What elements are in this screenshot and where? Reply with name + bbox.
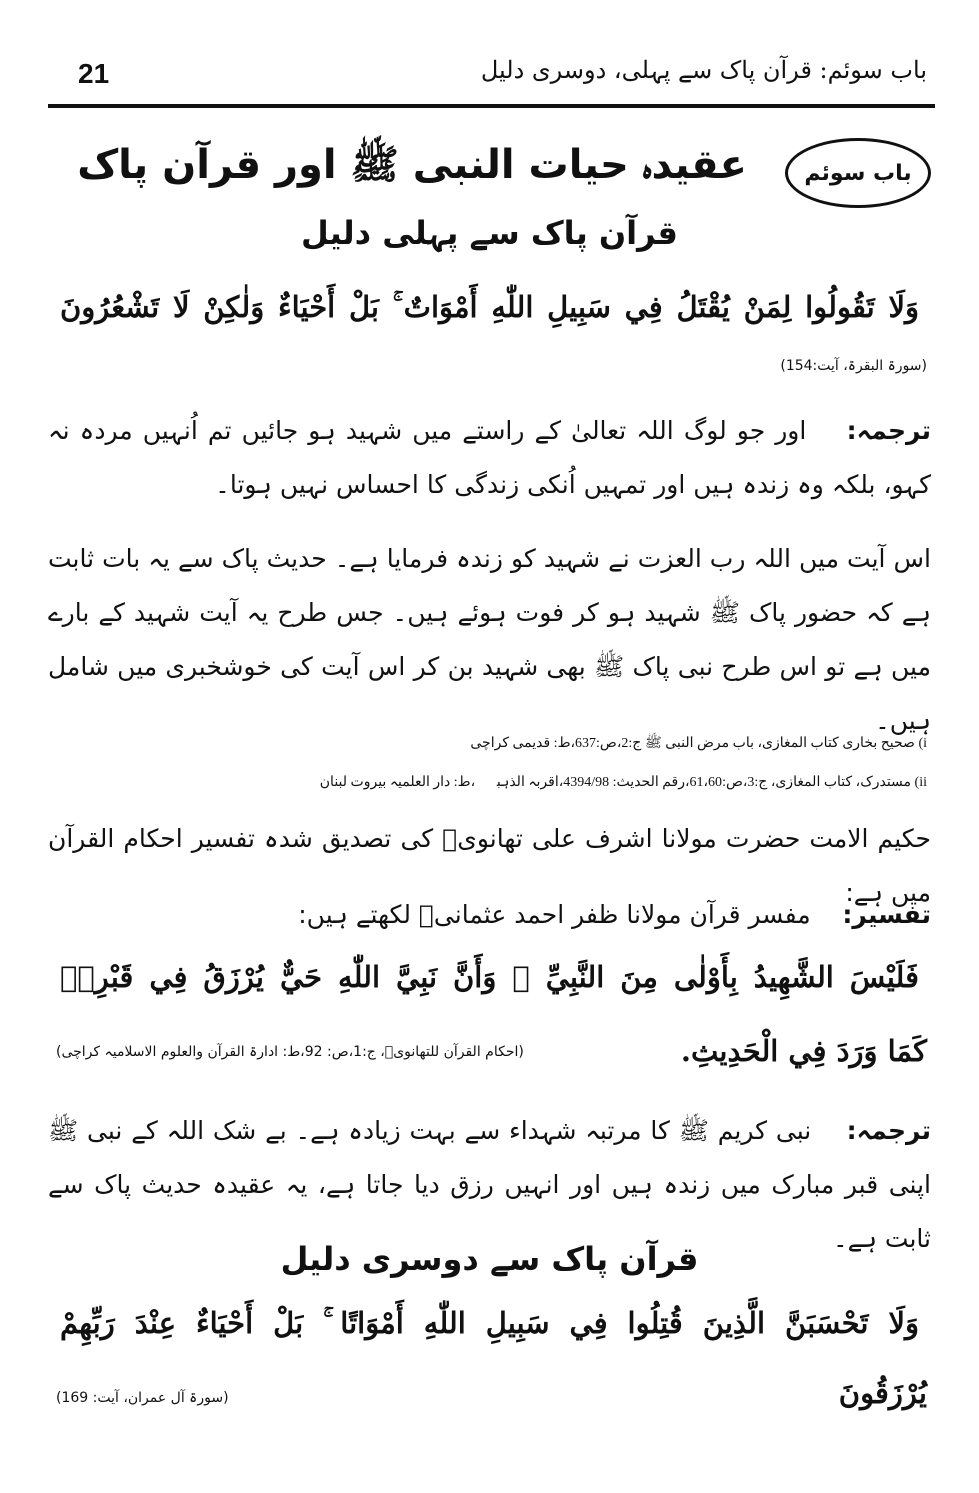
running-header-title: باب سوئم: قرآن پاک سے پہلی، دوسری دلیل bbox=[480, 56, 927, 84]
tafseer-line bbox=[48, 888, 931, 942]
translation-1 bbox=[48, 404, 931, 512]
tafseer-label: تفسیر: bbox=[842, 900, 931, 929]
translation-label: ترجمہ: bbox=[846, 416, 931, 445]
chapter-badge: باب سوئم bbox=[785, 138, 931, 208]
translation-2-label: ترجمہ: bbox=[846, 1116, 931, 1145]
translation-2-text: نبی کریم ﷺ کا مرتبہ شہداء سے بہت زیادہ ہے۔ بے شک اللہ کے نبی ﷺ اپنی قبر مبارک میں زندہ ہیں اور انہیں رزق دیا جاتا ہے، یہ عقیدہ حدیث پاک سے ثابت ہے۔ bbox=[48, 1116, 931, 1253]
verse-1-reference: (سورۃ البقرۃ، آیت:154) bbox=[780, 358, 927, 374]
arabic-quote-line-2: كَمَا وَرَدَ فِي الْحَدِيثِ. bbox=[680, 1034, 927, 1068]
verse-2-reference: (سورۃ آل عمران، آیت: 169) bbox=[56, 1390, 229, 1406]
footnote-1: i) صحیح بخاری کتاب المغازی، باب مرض النبی ﷺ ج:2،ص:637،ط: قدیمی کراچی bbox=[470, 736, 927, 751]
first-proof-heading: قرآن پاک سے پہلی دلیل bbox=[301, 214, 678, 252]
explanation-paragraph: اس آیت میں اللہ رب العزت نے شہید کو زندہ فرمایا ہے۔ حدیث پاک سے یہ بات ثابت ہے کہ حضور پاک ﷺ شہید ہو کر فوت ہوئے ہیں۔ جس طرح یہ آیت شہید کے بارے میں ہے تو اس طرح نبی پاک ﷺ بھی شہید بن کر اس آیت کی خوشخبری میں شامل ہیں۔ bbox=[48, 544, 931, 735]
chapter-title: عقیدہ حیات النبی ﷺ اور قرآن پاک bbox=[77, 142, 747, 188]
arabic-quote-reference: (احکام القرآن للتھانویؒ، ج:1،ص: 92،ط: ادارۃ القرآن والعلوم الاسلامیہ کراچی) bbox=[56, 1044, 524, 1060]
quran-verse-2-line-1: وَلَا تَحْسَبَنَّ الَّذِينَ قُتِلُوا فِي سَبِيلِ اللّٰهِ أَمْوَاتًا ۚ بَلْ أَحْيَاءٌ عِنْدَ رَبِّهِمْ bbox=[60, 1306, 919, 1340]
header-rule bbox=[48, 104, 935, 108]
tafseer-intro-paragraph: حکیم الامت حضرت مولانا اشرف علی تھانویؒ کی تصدیق شدہ تفسیر احکام القرآن میں ہے: bbox=[48, 824, 931, 907]
tafseer-text: مفسر قرآن مولانا ظفر احمد عثمانیؒ لکھتے ہیں: bbox=[298, 900, 811, 929]
arabic-quote-line-1: فَلَيْسَ الشَّهِيدُ بِأَوْلٰى مِنَ النَّبِيِّ ﷺ وَأَنَّ نَبِيَّ اللّٰهِ حَيٌّ يُرْزَقُ فِي قَبْرِهٖ bbox=[60, 960, 919, 994]
quran-verse-2-line-2: يُرْزَقُونَ bbox=[838, 1376, 927, 1410]
translation-1-text: اور جو لوگ اللہ تعالیٰ کے راستے میں شہید ہو جائیں تم اُنہیں مردہ نہ کہو، بلکہ وہ زندہ ہیں اور تمہیں اُنکی زندگی کا احساس نہیں ہوتا۔ bbox=[48, 416, 931, 499]
page-number: 21 bbox=[78, 58, 110, 89]
footnote-2: ii) مستدرک، کتاب المغازی، ج:3،ص:61،60،رقم الحدیث: 4394/98،اقربہ الذہبیؒ،ط: دار العلمیہ بیروت لبنان bbox=[319, 775, 927, 790]
quran-verse-1: وَلَا تَقُولُوا لِمَنْ يُقْتَلُ فِي سَبِيلِ اللّٰهِ أَمْوَاتٌ ۚ بَلْ أَحْيَاءٌ وَلٰكِنْ لَا تَشْعُرُونَ bbox=[60, 290, 919, 324]
second-proof-heading: قرآن پاک سے دوسری دلیل bbox=[280, 1240, 699, 1278]
